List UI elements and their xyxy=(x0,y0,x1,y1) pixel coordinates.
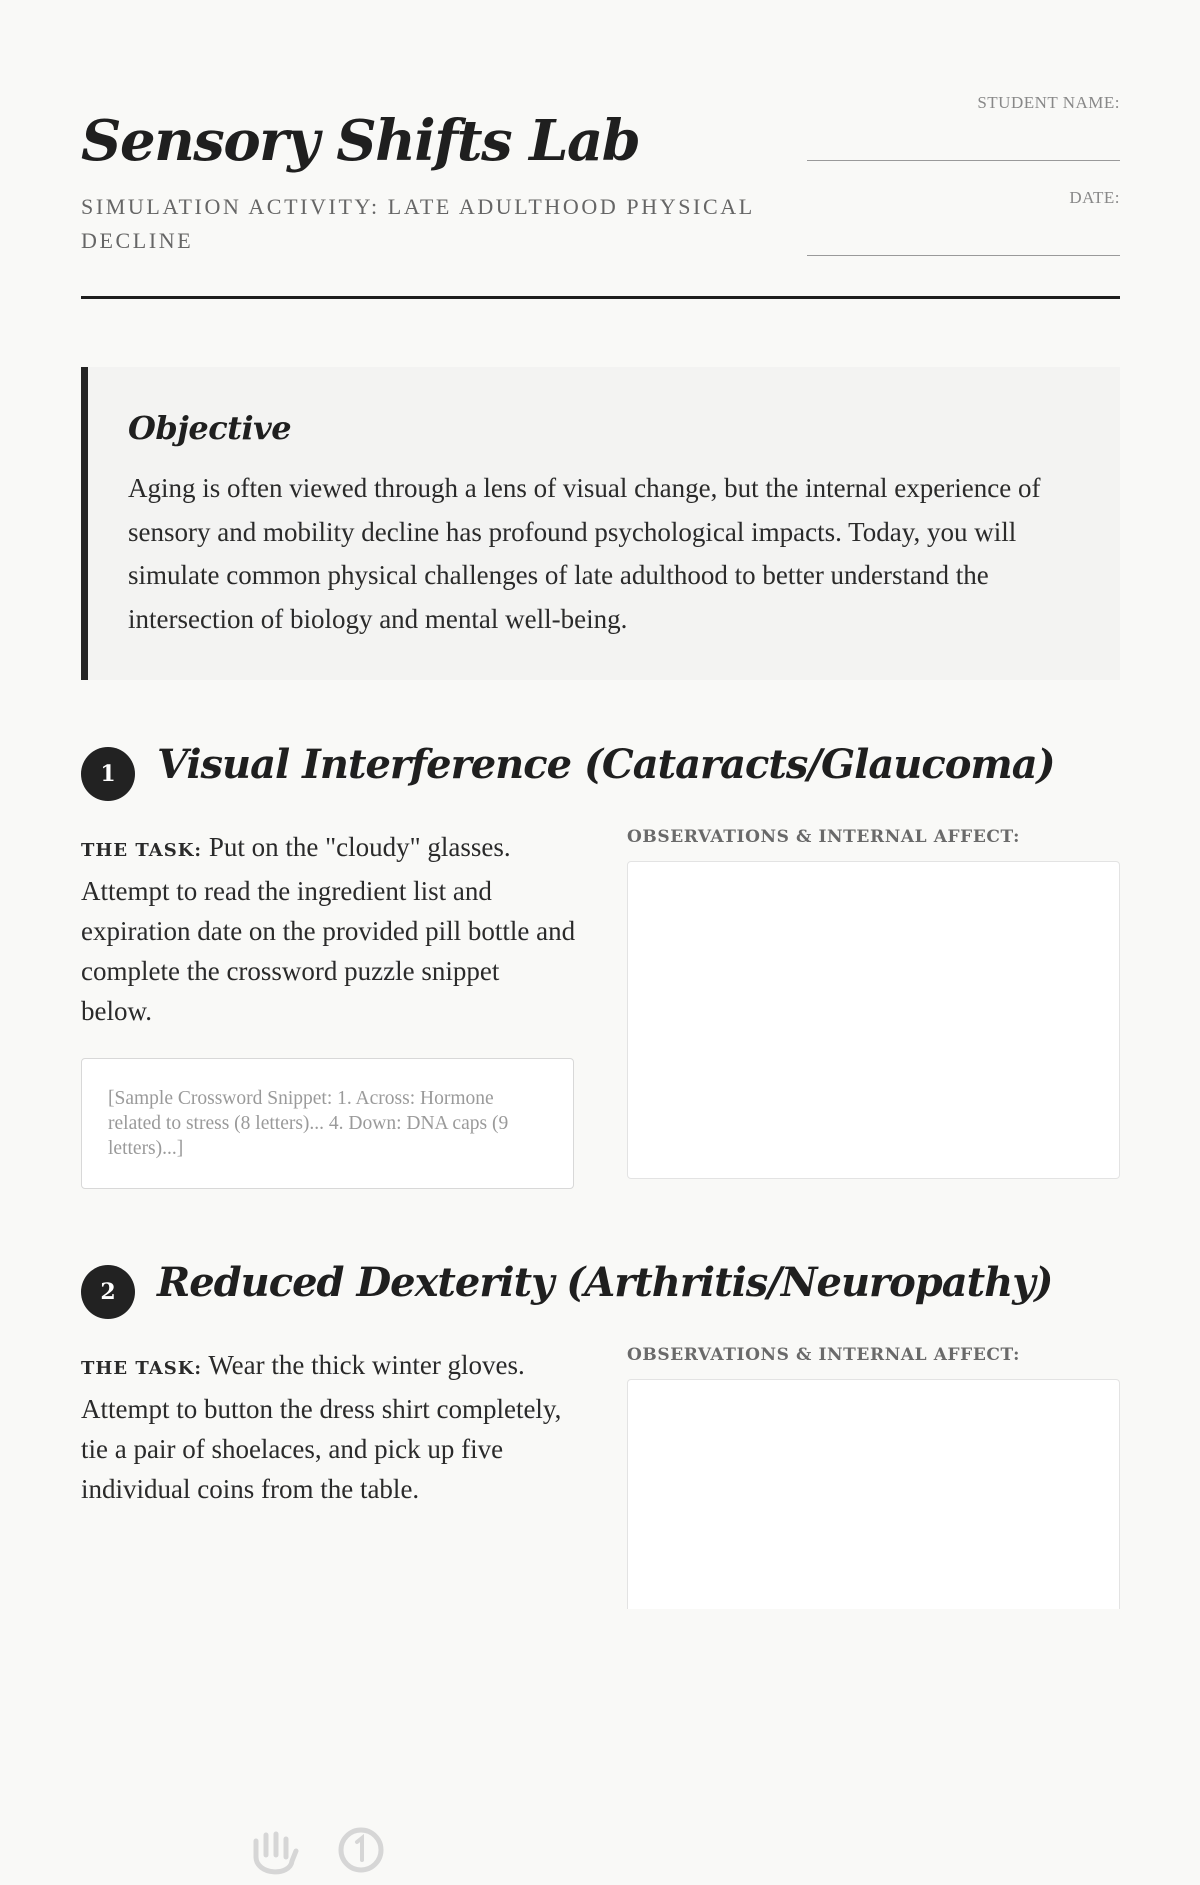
worksheet-header xyxy=(81,0,1120,300)
student-name-label: STUDENT NAME: xyxy=(977,93,1120,112)
observations-textarea[interactable] xyxy=(627,861,1120,1179)
observations-label: OBSERVATIONS & INTERNAL AFFECT: xyxy=(627,1345,1021,1365)
observations-label: OBSERVATIONS & INTERNAL AFFECT: xyxy=(627,827,1021,847)
objective-heading: Objective xyxy=(128,409,292,447)
section-number-badge: 2 xyxy=(81,1265,135,1319)
crossword-snippet: [Sample Crossword Snippet: 1. Across: Hormone related to stress (8 letters)... 4. Down: DNA caps (9 letters)...] xyxy=(81,1058,574,1189)
task-description xyxy=(81,1345,576,1509)
objective-text: Aging is often viewed through a lens of visual change, but the internal experience of sensory and mobility decline has profound psychological impacts. Today, you will simulate common physical challenges of late adulthood to better understand the intersection of biology and mental well-being. xyxy=(128,473,1041,634)
date-field[interactable] xyxy=(807,255,1120,256)
section-number-badge: 1 xyxy=(81,747,135,801)
task-label: THE TASK: xyxy=(81,840,203,861)
hand-icon xyxy=(246,1825,306,1885)
header-divider xyxy=(81,296,1120,299)
section-title: Visual Interference (Cataracts/Glaucoma) xyxy=(157,741,1055,788)
section-title: Reduced Dexterity (Arthritis/Neuropathy) xyxy=(157,1259,1053,1306)
objective-callout xyxy=(81,367,1120,680)
page-subtitle: SIMULATION ACTIVITY: LATE ADULTHOOD PHYSICAL DECLINE xyxy=(81,194,754,253)
date-label: DATE: xyxy=(1069,188,1120,207)
coin-icon xyxy=(336,1825,386,1875)
decorative-icons xyxy=(246,1825,396,1885)
task-text: Wear the thick winter gloves. Attempt to button the dress shirt completely, tie a pair of shoelaces, and pick up five individual coins from the table. xyxy=(81,1350,562,1504)
observations-textarea[interactable] xyxy=(627,1379,1120,1609)
task-label: THE TASK: xyxy=(81,1358,203,1379)
task-description xyxy=(81,827,576,1031)
task-text: Put on the "cloudy" glasses. Attempt to read the ingredient list and expiration date on the provided pill bottle and complete the crossword puzzle snippet below. xyxy=(81,832,576,1026)
student-name-field[interactable] xyxy=(807,160,1120,161)
page-title: Sensory Shifts Lab xyxy=(81,108,640,174)
section-reduced-dexterity xyxy=(81,1259,1120,1600)
section-visual-interference xyxy=(81,741,1120,1187)
